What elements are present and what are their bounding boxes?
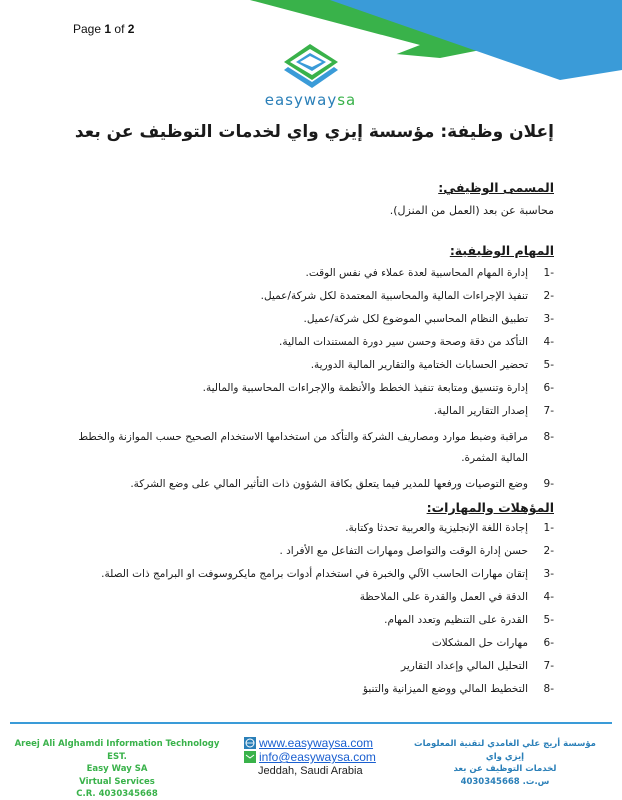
list-item: -6 مهارات حل المشكلات	[431, 637, 554, 649]
qualifications-heading: المؤهلات والمهارات:	[426, 500, 554, 515]
list-item: -7 إصدار التقارير المالية.	[433, 405, 554, 417]
footer-divider	[10, 722, 612, 724]
qualifications-list	[54, 521, 554, 705]
job-title-value: محاسبة عن بعد (العمل من المنزل).	[389, 204, 554, 217]
list-item: -2 حسن إدارة الوقت والتواصل ومهارات التفاعل مع الأفراد .	[279, 545, 554, 557]
job-title-heading: المسمى الوظيفي:	[438, 180, 554, 195]
document-title: إعلان وظيفة: مؤسسة إيزي واي لخدمات التوظيف عن بعد	[74, 122, 554, 142]
list-item: -1 إدارة المهام المحاسبية لعدة عملاء في نفس الوقت.	[305, 267, 554, 279]
easyway-logo-icon	[278, 40, 344, 90]
list-item: -5 تحضير الحسابات الختامية والتقارير المالية الدورية.	[310, 359, 554, 371]
list-item: -1 إجادة اللغة الإنجليزية والعربية تحدثا وكتابة.	[345, 522, 554, 534]
list-item: -8 التخطيط المالي ووضع الميزانية والتنبؤ	[362, 683, 554, 695]
website-link[interactable]: www.easywaysa.com	[259, 736, 374, 750]
email-link[interactable]: info@easywaysa.com	[259, 750, 376, 764]
footer-contact	[244, 736, 376, 778]
footer-company-en: Areej Ali Alghamdi Information Technology EST. Easy Way SA Virtual Services C.R. 4030345668	[14, 739, 220, 799]
duties-heading: المهام الوظيفية:	[449, 243, 554, 258]
list-item: -7 التحليل المالي وإعداد التقارير	[401, 660, 554, 672]
list-item: -6 إدارة وتنسيق ومتابعة تنفيذ الخطط والأنظمة والإجراءات المحاسبية والمالية.	[202, 382, 554, 394]
list-item: -2 تنفيذ الإجراءات المالية والمحاسبية المعتمدة لكل شركة/عميل.	[260, 290, 554, 302]
email-icon	[244, 751, 256, 763]
footer-company-ar: مؤسسة أريج علي الغامدي لتقنية المعلومات إيزي واي لخدمات التوظيف عن بعد س.ت. 4030345668	[414, 739, 596, 787]
list-item: -3 إتقان مهارات الحاسب الآلي والخبرة في استخدام أدوات برامج مايكروسوفت او البرامج ذات الصلة.	[101, 568, 554, 580]
company-logo	[248, 40, 373, 115]
footer-city: Jeddah, Saudi Arabia	[258, 765, 363, 777]
duties-list	[54, 266, 554, 500]
list-item: -8 مراقبة وضبط موارد ومصاريف الشركة والتأكد من استخدامها الاستخدام الصحيح حسب الموازنة والخطط المالية المثمرة.	[78, 431, 554, 464]
list-item: -5 القدرة على التنظيم وتعدد المهام.	[384, 614, 554, 626]
list-item: -9 وضع التوصيات ورفعها للمدير فيما يتعلق بكافة الشؤون ذات التأثير المالي على وضع الشركة.	[130, 478, 554, 490]
list-item: -4 الدقة في العمل والقدرة على الملاحظة	[359, 591, 554, 603]
list-item: -4 التأكد من دقة وصحة وحسن سير دورة المستندات المالية.	[279, 336, 554, 348]
list-item: -3 تطبيق النظام المحاسبي الموضوع لكل شركة/عميل.	[303, 313, 554, 325]
globe-icon	[244, 737, 256, 749]
logo-wordmark: easywaysa	[264, 91, 357, 109]
page-number: Page 1 of 2	[73, 22, 135, 36]
